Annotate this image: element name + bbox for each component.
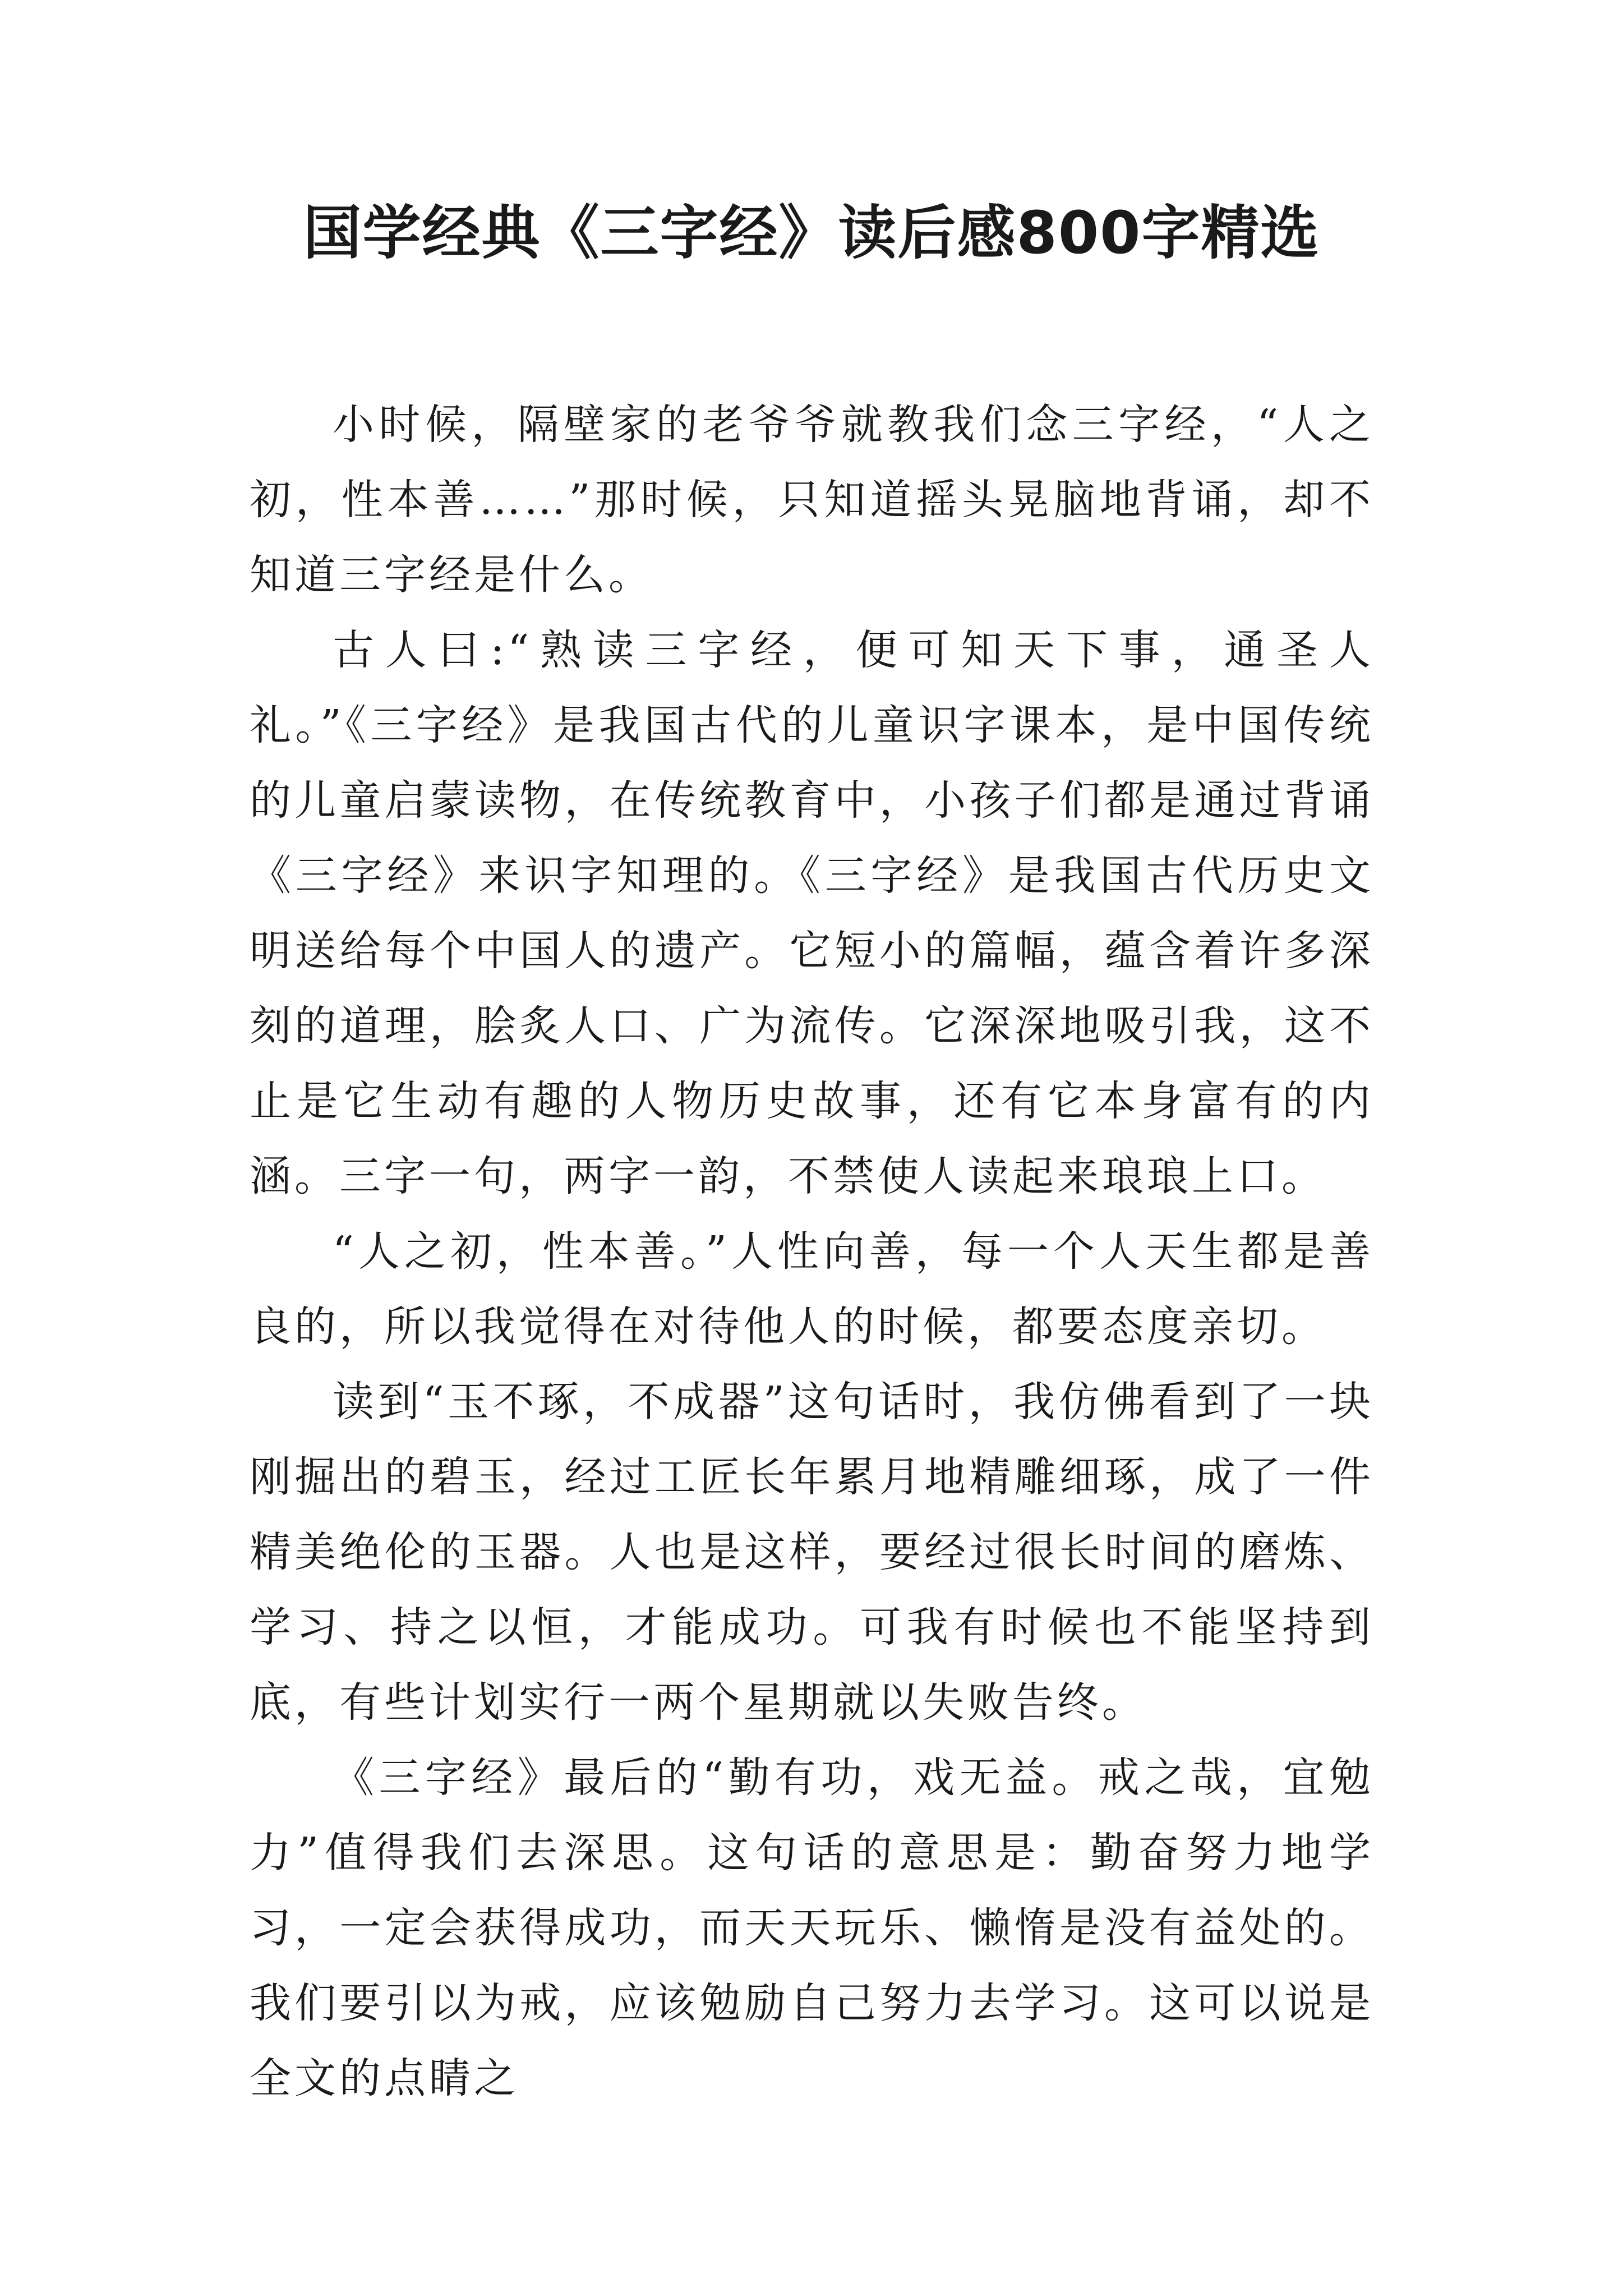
document-title: 国学经典《三字经》读后感800字精选 (303, 199, 1320, 267)
paragraph-3: “人之初，性本善。”人性向善，每一个人天生都是善良的，所以我觉得在对待他人的时候，都要态度亲切。 (250, 1227, 1374, 1351)
paragraph-4: 读到“玉不琢，不成器”这句话时，我仿佛看到了一块刚掘出的碧玉，经过工匠长年累月地精雕细琢，成了一件精美绝伦的玉器。人也是这样，要经过很长时间的磨炼、学习、持之以恒，才能成功。可我有时候也不能坚持到底，有些计划实行一两个星期就以失败告终。 (250, 1378, 1374, 1727)
document-body (250, 387, 1374, 2116)
paragraph-1: 小时候，隔壁家的老爷爷就教我们念三字经，“人之初，性本善……”那时候，只知道摇头晃脑地背诵，却不知道三字经是什么。 (250, 401, 1374, 599)
paragraph-2: 古人曰:“熟读三字经，便可知天下事，通圣人礼。”《三字经》是我国古代的儿童识字课本，是中国传统的儿童启蒙读物，在传统教育中，小孩子们都是通过背诵《三字经》来识字知理的。《三字经》是我国古代历史文明送给每个中国人的遗产。它短小的篇幅，蕴含着许多深刻的道理，脍炙人口、广为流传。它深深地吸引我，这不止是它生动有趣的人物历史故事，还有它本身富有的内涵。三字一句，两字一韵，不禁使人读起来琅琅上口。 (250, 626, 1374, 1200)
paragraph-5: 《三字经》最后的“勤有功，戏无益。戒之哉，宜勉力”值得我们去深思。这句话的意思是：勤奋努力地学习，一定会获得成功，而天天玩乐、懒惰是没有益处的。我们要引以为戒，应该勉励自己努力去学习。这可以说是全文的点睛之 (250, 1754, 1374, 2102)
